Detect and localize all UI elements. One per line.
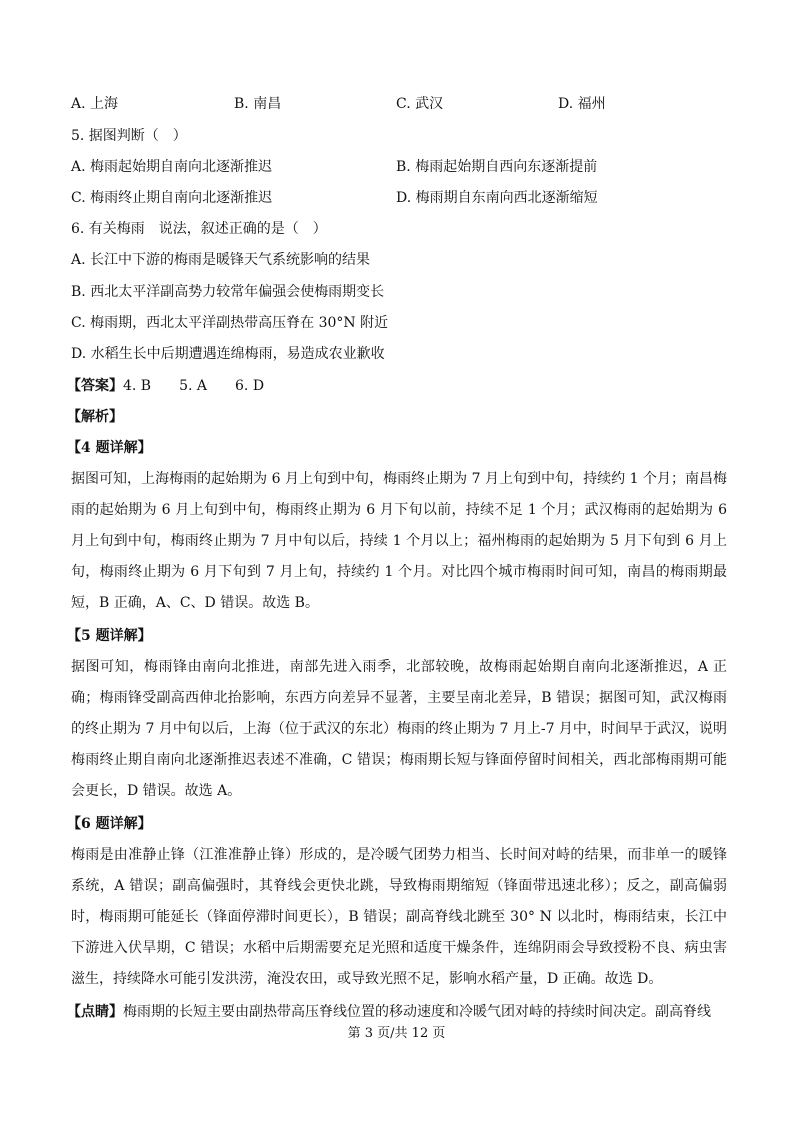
answer-line (67, 376, 264, 396)
q6-option-d: D. 水稻生长中后期遭遇连绵梅雨，易造成农业歉收 (71, 346, 385, 362)
q4-option-c: C. 武汉 (396, 96, 444, 112)
q5-option-c: C. 梅雨终止期自南向北逐渐推迟 (71, 190, 273, 206)
q5-option-a: A. 梅雨起始期自南向北逐渐推迟 (71, 159, 273, 175)
tip-line (67, 1002, 711, 1022)
q6-detail-body: 梅雨是由准静止锋（江淮准静止锋）形成的，是冷暖气团势力相当、长时间对峙的结果，而非单一的暖锋系统，A 错误；副高偏强时，其脊线会更快北跳，导致梅雨期缩短（锋面带迅速北移）；反之，副高偏弱时，梅雨期可能延长（锋面停滞时间更长），B 错误；副高脊线北跳至 30° N 以北时，梅雨结束，长江中下游进入伏旱期，C 错误；水稻中后期需要充足光照和适度干燥条件，连绵阴雨会导致授粉不良、病虫害滋生，持续降水可能引发洪涝，淹没农田，或导致光照不足，影响水稻产量，D 正确。故选 D。 (71, 847, 727, 987)
q4-option-a: A. 上海 (71, 96, 119, 112)
tip-text: 梅雨期的长短主要由副热带高压脊线位置的移动速度和冷暖气团对峙的持续时间决定。副高脊线 (123, 1004, 711, 1020)
q4-detail-body: 据图可知，上海梅雨的起始期为 6 月上旬到中旬，梅雨终止期为 7 月上旬到中旬，持续约 1 个月；南昌梅雨的起始期为 6 月上旬到中旬，梅雨终止期为 6 月下旬以前，持续不足 1 个月；武汉梅雨的起始期为 6 月上旬到中旬，梅雨终止期为 7 月中旬以后，持续 1 个月以上；福州梅雨的起始期为 5 月下旬到 6 月上旬，梅雨终止期为 6 月下旬到 7 月上旬，持续约 1 个月。对比四个城市梅雨时间可知，南昌的梅雨期最短，B 正确，A、C、D 错误。故选 B。 (71, 471, 727, 611)
analysis-label: 【解析】 (67, 409, 123, 425)
tip-label: 【点睛】 (67, 1004, 123, 1020)
q6-option-c: C. 梅雨期，西北太平洋副热带高压脊在 30°N 附近 (71, 315, 389, 331)
q4-detail-heading: 【4 题详解】 (67, 440, 152, 456)
q4-option-d: D. 福州 (558, 96, 606, 112)
q6-stem: 6. 有关梅雨 说法，叙述正确的是（ ） (71, 221, 327, 237)
q5-option-d: D. 梅雨期自东南向西北逐渐缩短 (396, 190, 598, 206)
q6-option-b: B. 西北太平洋副高势力较常年偏强会使梅雨期变长 (71, 284, 385, 300)
q5-option-b: B. 梅雨起始期自西向东逐渐提前 (396, 159, 598, 175)
page-footer: 第 3 页/共 12 页 (347, 1026, 446, 1041)
q5-stem: 5. 据图判断（ ） (71, 128, 187, 144)
q5-detail-heading: 【5 题详解】 (67, 628, 152, 644)
q4-option-b: B. 南昌 (234, 96, 282, 112)
answer-label: 【答案】 (67, 378, 123, 394)
answer-text: 4. B 5. A 6. D (123, 378, 265, 394)
q5-detail-body: 据图可知，梅雨锋由南向北推进，南部先进入雨季，北部较晚，故梅雨起始期自南向北逐渐推迟，A 正确；梅雨锋受副高西伸北抬影响，东西方向差异不显著，主要呈南北差异，B 错误；据图可知，武汉梅雨的终止期为 7 月中旬以后，上海（位于武汉的东北）梅雨的终止期为 7 月上-7 月中，时间早于武汉，说明梅雨终止期自南向北逐渐推迟表述不准确，C 错误；梅雨期长短与锋面停留时间相关，西北部梅雨期可能会更长，D 错误。故选 A。 (71, 659, 727, 799)
q6-detail-heading: 【6 题详解】 (67, 816, 152, 832)
q6-option-a: A. 长江中下游的梅雨是暖锋天气系统影响的结果 (71, 252, 371, 268)
